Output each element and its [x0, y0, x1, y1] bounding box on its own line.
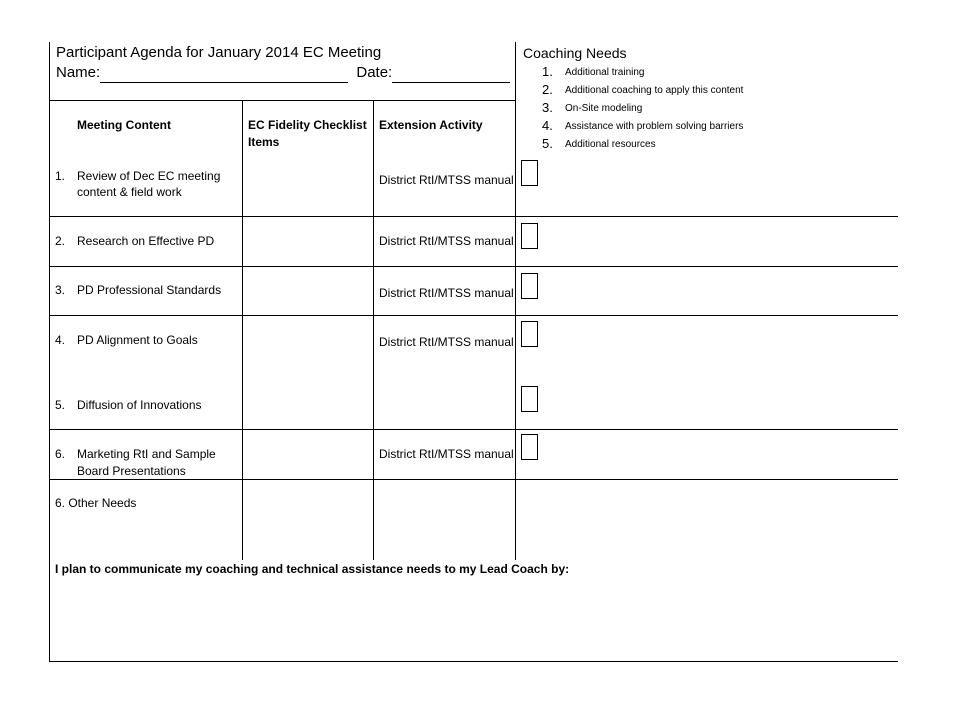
name-field[interactable] — [100, 68, 348, 83]
coaching-item-number: 5. — [542, 136, 553, 151]
row-extension: District RtI/MTSS manual — [379, 286, 514, 300]
row-number: 2. — [55, 234, 66, 248]
divider-coaching — [515, 42, 516, 560]
header-meeting-content: Meeting Content — [77, 118, 171, 132]
date-label: Date: — [356, 64, 393, 81]
row-content: Marketing RtI and Sample — [77, 447, 216, 461]
divider-fidelity — [242, 100, 243, 560]
other-needs-label: 6. Other Needs — [55, 496, 137, 510]
coaching-item-label: Additional resources — [565, 139, 656, 150]
coaching-item-label: Additional training — [565, 67, 645, 78]
coaching-checkbox[interactable] — [521, 434, 538, 460]
row-content: PD Alignment to Goals — [77, 333, 198, 347]
name-row — [56, 63, 510, 83]
row-number: 5. — [55, 398, 66, 412]
page-title: Participant Agenda for January 2014 EC Meeting — [56, 44, 382, 61]
date-field[interactable] — [392, 68, 510, 83]
row-extension: District RtI/MTSS manual — [379, 234, 514, 248]
divider-extension — [373, 100, 374, 560]
coaching-checkbox[interactable] — [521, 160, 538, 186]
row-number: 3. — [55, 283, 66, 297]
row-rule-4 — [49, 429, 898, 430]
row-number: 6. — [55, 447, 66, 461]
coaching-item-label: Additional coaching to apply this content — [565, 85, 744, 96]
header-fidelity-line-2: Items — [248, 135, 280, 149]
row-content-cont: Board Presentations — [77, 464, 186, 478]
row-rule-2 — [49, 266, 898, 267]
header-extension-activity: Extension Activity — [379, 118, 483, 132]
coaching-item-number: 2. — [542, 82, 553, 97]
coaching-checkbox[interactable] — [521, 223, 538, 249]
row-extension: District RtI/MTSS manual — [379, 173, 514, 187]
coaching-needs-title: Coaching Needs — [523, 45, 627, 61]
coaching-item-number: 4. — [542, 118, 553, 133]
row-content-cont: content & field work — [77, 185, 182, 199]
row-rule-1 — [49, 216, 898, 217]
header-rule — [49, 100, 515, 101]
coaching-checkbox[interactable] — [521, 321, 538, 347]
header-fidelity-line-1: EC Fidelity Checklist — [248, 118, 367, 132]
row-content: PD Professional Standards — [77, 283, 222, 297]
plan-statement: I plan to communicate my coaching and technical assistance needs to my Lead Coach by: — [55, 562, 570, 576]
left-border — [49, 42, 50, 662]
bottom-border — [49, 661, 898, 662]
row-content: Research on Effective PD — [77, 234, 215, 248]
row-extension: District RtI/MTSS manual — [379, 335, 514, 349]
row-number: 4. — [55, 333, 66, 347]
row-content: Diffusion of Innovations — [77, 398, 202, 412]
row-rule-3 — [49, 315, 898, 316]
row-number: 1. — [55, 169, 66, 183]
coaching-item-number: 3. — [542, 100, 553, 115]
row-content: Review of Dec EC meeting — [77, 169, 221, 183]
name-label: Name: — [56, 64, 101, 81]
coaching-item-label: Assistance with problem solving barriers — [565, 121, 744, 132]
row-extension: District RtI/MTSS manual — [379, 447, 514, 461]
row-rule-5 — [49, 479, 898, 480]
coaching-checkbox[interactable] — [521, 386, 538, 412]
coaching-item-label: On-Site modeling — [565, 103, 643, 114]
plan-response-area[interactable] — [55, 580, 895, 658]
coaching-item-number: 1. — [542, 64, 553, 79]
coaching-checkbox[interactable] — [521, 273, 538, 299]
